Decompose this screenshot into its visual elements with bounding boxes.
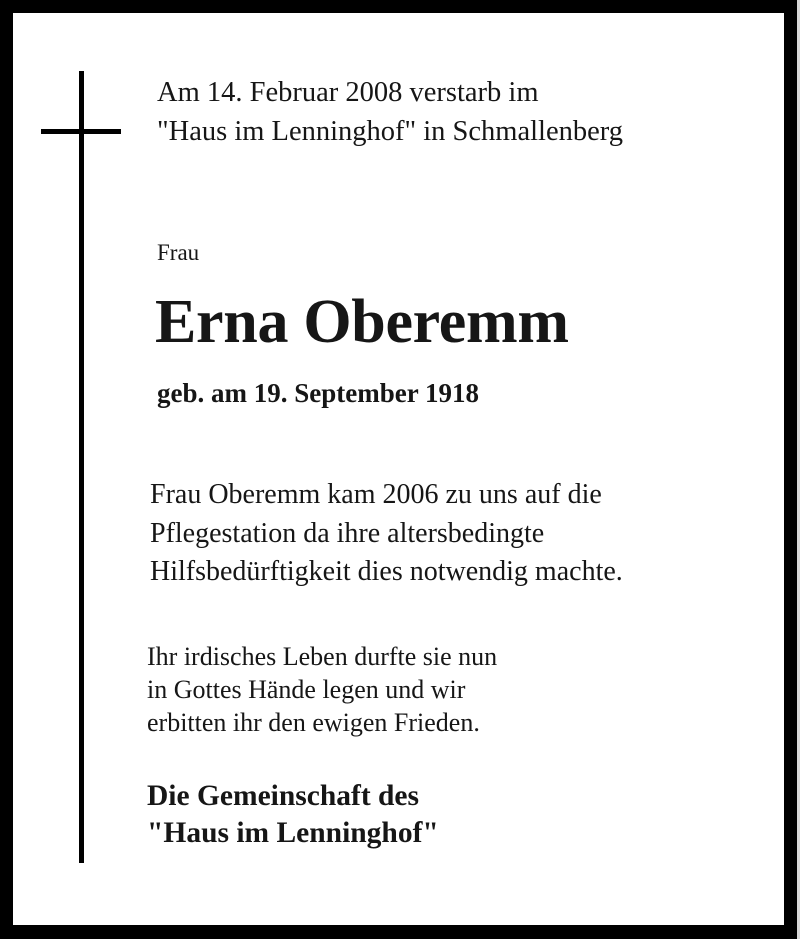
salutation: Frau [157,240,200,265]
paragraph-line: Pflegestation da ihre altersbedingte [150,518,545,549]
paragraph-line: Hilfsbedürftigkeit dies notwendig machte. [150,556,623,587]
intro-line: "Haus im Lenninghof" in Schmallenberg [157,116,623,147]
paragraph-line: in Gottes Hände legen und wir [147,675,466,704]
paragraph-line: erbitten ihr den ewigen Frieden. [147,708,480,737]
signature-line: Die Gemeinschaft des [147,780,420,812]
birth-date-line: geb. am 19. September 1918 [157,378,479,408]
deceased-name: Erna Oberemm [155,288,569,356]
paragraph-line: Frau Oberemm kam 2006 zu uns auf die [150,479,602,510]
paragraph-line: Ihr irdisches Leben durfte sie nun [147,642,498,671]
cross-horizontal-bar [41,129,121,134]
signature-line: "Haus im Lenninghof" [147,817,439,849]
intro-line: Am 14. Februar 2008 verstarb im [157,77,539,108]
cross-vertical-bar [79,71,84,863]
